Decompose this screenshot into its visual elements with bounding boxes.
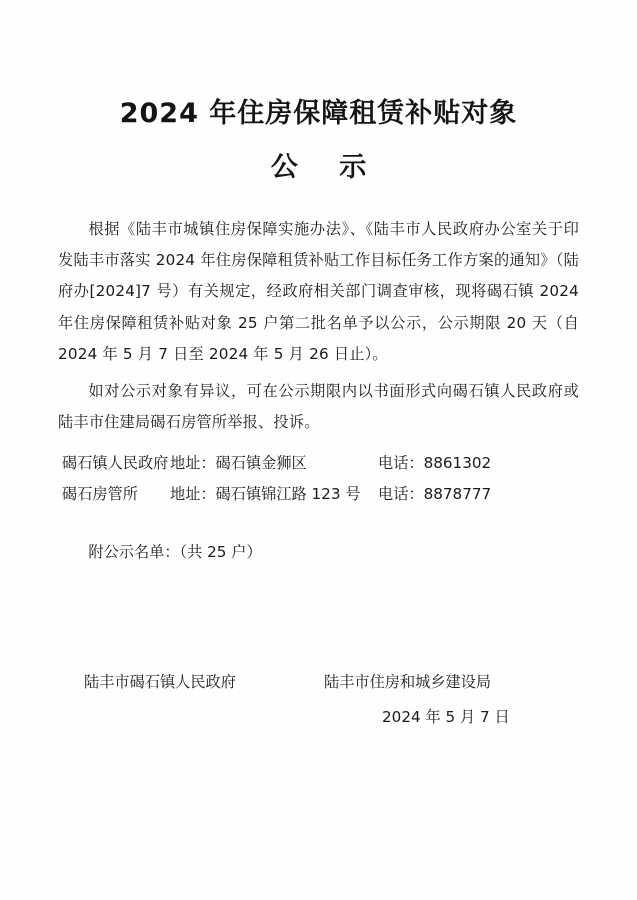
title-main-line: 2024 年住房保障租赁补贴对象	[119, 98, 518, 129]
signature-date-row	[58, 697, 579, 732]
contact-address: 地址：碣石镇锦江路 123 号	[170, 484, 361, 503]
document-body	[58, 214, 579, 567]
contact-address: 地址：碣石镇金狮区	[170, 454, 307, 473]
paragraph-objection: 如对公示对象有异议，可在公示期限内以书面形式向碣石镇人民政府或陆丰市住建局碣石房管所举报、投诉。	[58, 381, 579, 432]
contact-org: 碣石房管所	[62, 484, 138, 503]
title-sub-line: 公 示	[270, 152, 383, 184]
document-title	[58, 0, 579, 184]
signature-right: 陆丰市住房和城乡建设局	[324, 673, 492, 691]
contact-phone: 电话：8861302	[378, 454, 492, 473]
paragraph-basis: 根据《陆丰市城镇住房保障实施办法》、《陆丰市人民政府办公室关于印发陆丰市落实 2024 年住房保障租赁补贴工作目标任务工作方案的通知》（陆府办[2024]7 号）有关规定，经政府相关部门调查审核，现将碣石镇 2024 年住房保障租赁补贴对象 25 户第二批名单予以公示，公示期限 20 天（自 2024 年 5 月 7 日至 2024 年 5 月 26 日止）。	[58, 220, 579, 363]
contact-list	[58, 448, 579, 509]
signature-left: 陆丰市碣石镇人民政府	[84, 673, 236, 691]
contact-phone: 电话：8878777	[378, 484, 492, 503]
signature-row	[58, 668, 579, 697]
signature-date: 2024 年 5 月 7 日	[382, 707, 510, 726]
contact-row	[62, 479, 579, 509]
contact-org: 碣石镇人民政府	[62, 454, 169, 473]
signature-block	[58, 668, 579, 732]
signature-left-spacer	[58, 697, 316, 732]
contact-row	[62, 448, 579, 478]
attachment-note: 附公示名单：（共 25 户）	[88, 543, 262, 561]
